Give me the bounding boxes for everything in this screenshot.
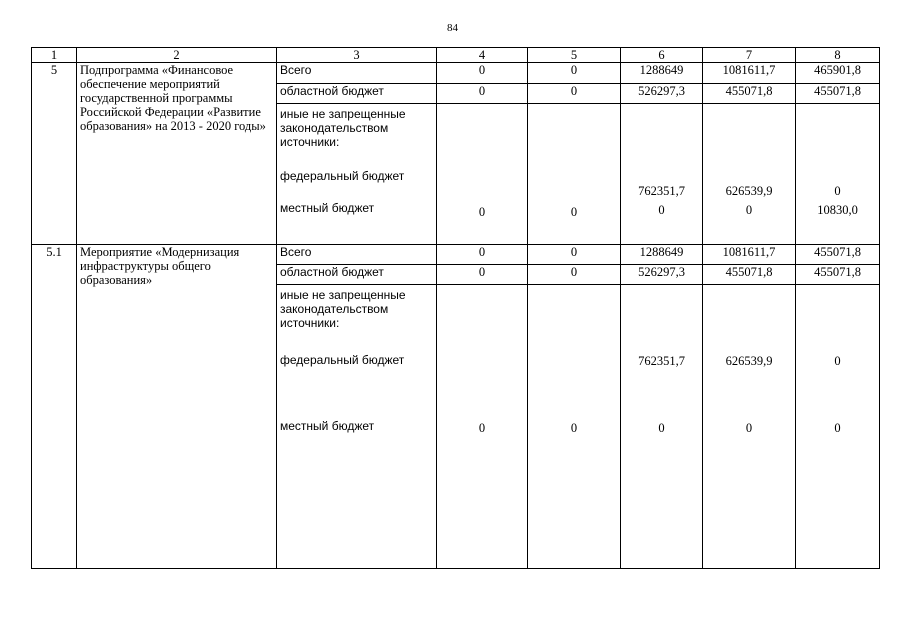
- section-5-fed-local-col7: [703, 104, 796, 245]
- section-5-1-fed-local-col8: [796, 285, 880, 569]
- header-cell-1: 1: [32, 48, 77, 63]
- section-5-other-label: иные не запрещенные законодательством источники:: [280, 107, 406, 149]
- section-5-1-regional-col6: 526297,3: [621, 265, 703, 285]
- section-5-total-col4: 0: [437, 63, 528, 84]
- section-5-regional-col4: 0: [437, 84, 528, 104]
- section-5-regional-col5: 0: [528, 84, 621, 104]
- section-5-1-local-col4: 0: [437, 285, 528, 569]
- section-5-1-total-row: [32, 245, 880, 265]
- header-cell-2: 2: [77, 48, 277, 63]
- section-5-local-col5: 0: [528, 104, 621, 245]
- section-5-total-row: [32, 63, 880, 84]
- header-cell-4: 4: [437, 48, 528, 63]
- section-5-total-label: Всего: [277, 63, 437, 84]
- section-5-1-other-sources-cell: [277, 285, 437, 569]
- section-5-1-regional-label: областной бюджет: [277, 265, 437, 285]
- section-5-1-local-col7: 0: [745, 421, 753, 435]
- section-5-total-col7: 1081611,7: [703, 63, 796, 84]
- section-5-local-label: местный бюджет: [280, 201, 375, 215]
- section-5-fed-local-col6: [621, 104, 703, 245]
- section-5-1-total-col6: 1288649: [621, 245, 703, 265]
- section-5-1-federal-col7: 626539,9: [725, 354, 773, 368]
- section-5-local-col8: 10830,0: [817, 203, 858, 217]
- section-5-1-fed-local-col7: [703, 285, 796, 569]
- section-5-1-local-col5: 0: [528, 285, 621, 569]
- section-5-1-number: 5.1: [32, 245, 77, 569]
- section-5-1-regional-col4: 0: [437, 265, 528, 285]
- section-5-1-regional-col7: 455071,8: [703, 265, 796, 285]
- section-5-1-total-col8: 455071,8: [796, 245, 880, 265]
- header-cell-6: 6: [621, 48, 703, 63]
- section-5-federal-col7: 626539,9: [725, 184, 773, 198]
- section-5-1-federal-col8: 0: [834, 354, 841, 368]
- section-5-name: Подпрограмма «Финансовое обеспечение мероприятий государственной программы Российской Федерации «Развитие образования» на 2013 - 2020 годы»: [77, 63, 277, 245]
- section-5-1-name: Мероприятие «Модернизация инфраструктуры общего образования»: [77, 245, 277, 569]
- budget-table: [31, 47, 880, 569]
- section-5-federal-col6: 762351,7: [638, 184, 685, 198]
- section-5-1-local-col6: 0: [658, 421, 665, 435]
- header-row: [32, 48, 880, 63]
- section-5-federal-col8: 0: [834, 184, 841, 198]
- header-cell-8: 8: [796, 48, 880, 63]
- section-5-1-federal-label: федеральный бюджет: [280, 353, 405, 367]
- section-5-1-total-col7: 1081611,7: [703, 245, 796, 265]
- section-5-regional-col6: 526297,3: [621, 84, 703, 104]
- section-5-1-local-col8: 0: [834, 421, 841, 435]
- section-5-1-fed-local-col6: [621, 285, 703, 569]
- section-5-1-regional-col8: 455071,8: [796, 265, 880, 285]
- section-5-local-col4: 0: [437, 104, 528, 245]
- section-5-other-sources-cell: [277, 104, 437, 245]
- section-5-total-col8: 465901,8: [796, 63, 880, 84]
- section-5-total-col5: 0: [528, 63, 621, 84]
- section-5-total-col6: 1288649: [621, 63, 703, 84]
- section-5-number: 5: [32, 63, 77, 245]
- header-cell-5: 5: [528, 48, 621, 63]
- header-cell-3: 3: [277, 48, 437, 63]
- section-5-1-total-label: Всего: [277, 245, 437, 265]
- section-5-1-regional-col5: 0: [528, 265, 621, 285]
- page-number: 84: [447, 22, 458, 34]
- section-5-fed-local-col8: [796, 104, 880, 245]
- header-cell-7: 7: [703, 48, 796, 63]
- section-5-1-total-col4: 0: [437, 245, 528, 265]
- section-5-federal-label: федеральный бюджет: [280, 169, 405, 183]
- section-5-regional-label: областной бюджет: [277, 84, 437, 104]
- section-5-regional-col8: 455071,8: [796, 84, 880, 104]
- section-5-1-total-col5: 0: [528, 245, 621, 265]
- section-5-regional-col7: 455071,8: [703, 84, 796, 104]
- section-5-1-other-label: иные не запрещенные законодательством источники:: [280, 288, 406, 330]
- section-5-local-col7: 0: [745, 203, 753, 217]
- section-5-1-federal-col6: 762351,7: [638, 354, 685, 368]
- section-5-1-local-label: местный бюджет: [280, 419, 375, 433]
- section-5-local-col6: 0: [658, 203, 665, 217]
